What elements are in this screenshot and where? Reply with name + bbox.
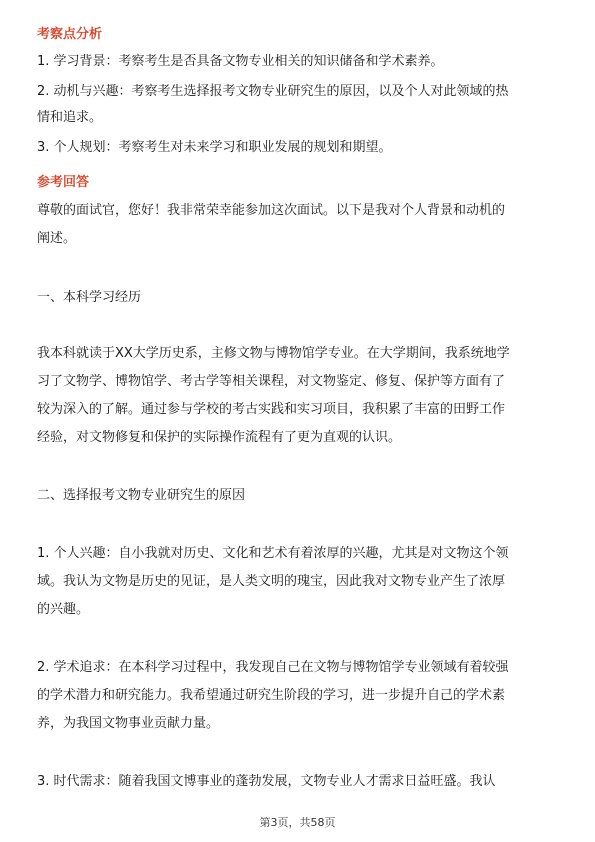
answer-line: 养，为我国文物事业贡献力量。	[37, 716, 220, 731]
answer-line: 我本科就读于XX大学历史系，主修文物与博物馆学专业。在大学期间，我系统地学	[37, 346, 510, 361]
answer-line: 习了文物学、博物馆学、考古学等相关课程，对文物鉴定、修复、保护等方面有了	[37, 374, 506, 389]
answer-line: 阐述。	[37, 231, 77, 246]
analysis-line: 2. 动机与兴趣：考察考生选择报考文物专业研究生的原因，以及个人对此领域的热	[37, 84, 509, 99]
analysis-line: 3. 个人规划：考察考生对未来学习和职业发展的规划和期望。	[37, 140, 392, 155]
answer-subheading: 二、选择报考文物专业研究生的原因	[37, 488, 246, 503]
answer-subheading: 一、本科学习经历	[37, 290, 142, 305]
answer-line: 3. 时代需求：随着我国文博事业的蓬勃发展，文物专业人才需求日益旺盛。我认	[37, 774, 496, 789]
section-heading-analysis: 考察点分析	[37, 27, 103, 42]
analysis-line: 1. 学习背景：考察考生是否具备文物专业相关的知识储备和学术素养。	[37, 54, 444, 69]
answer-line: 经验，对文物修复和保护的实际操作流程有了更为直观的认识。	[37, 430, 402, 445]
page-number: 第3页，共58页	[259, 816, 336, 829]
answer-line: 较为深入的了解。通过参与学校的考古实践和实习项目，我积累了丰富的田野工作	[37, 402, 506, 417]
analysis-line: 情和追求。	[37, 110, 103, 125]
answer-line: 的学术潜力和研究能力。我希望通过研究生阶段的学习，进一步提升自己的学术素	[37, 688, 506, 703]
answer-line: 尊敬的面试官，您好！我非常荣幸能参加这次面试。以下是我对个人背景和动机的	[37, 203, 506, 218]
answer-line: 1. 个人兴趣：自小我就对历史、文化和艺术有着浓厚的兴趣，尤其是对文物这个领	[37, 546, 509, 561]
section-heading-answer: 参考回答	[37, 175, 90, 190]
answer-line: 2. 学术追求：在本科学习过程中，我发现自己在文物与博物馆学专业领域有着较强	[37, 660, 509, 675]
answer-line: 域。我认为文物是历史的见证，是人类文明的瑰宝，因此我对文物专业产生了浓厚	[37, 574, 506, 589]
answer-line: 的兴趣。	[37, 602, 90, 617]
